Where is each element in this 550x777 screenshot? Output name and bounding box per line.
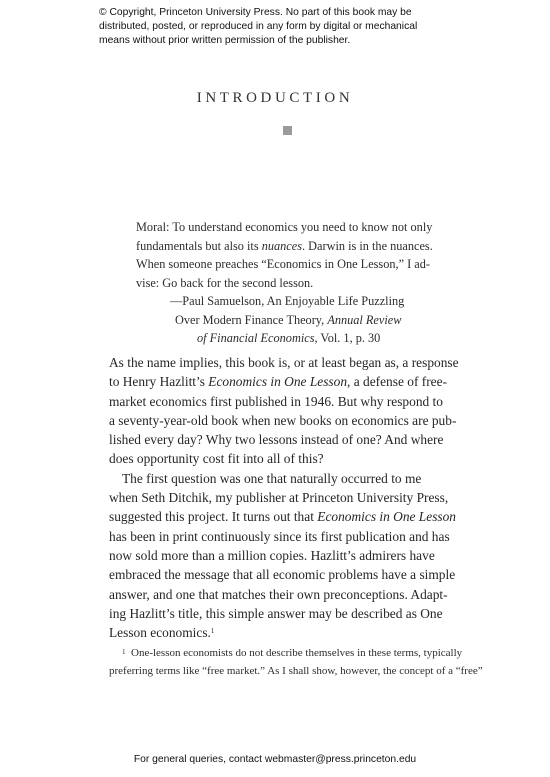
copyright-line: distributed, posted, or reproduced in any form by digital or mechanical (99, 21, 418, 32)
attribution-line (170, 311, 402, 330)
text-line: lished every day? Why two lessons instead of one? And where (109, 432, 444, 448)
text-line: answer, and one that matches their own preconceptions. Adapt- (109, 586, 448, 602)
copyright-line: means without prior written permission of the publisher. (99, 35, 351, 46)
epigraph-line (136, 237, 444, 256)
book-title: Economics in One Lesson (317, 509, 457, 525)
epigraph-attribution (170, 292, 405, 348)
body-text (109, 353, 459, 642)
text-span: , a defense of free- (347, 374, 448, 390)
epigraph-text: . Darwin is in the nuances. (301, 238, 433, 253)
text-line: a seventy-year-old book when new books on economics are pub- (109, 412, 457, 428)
attribution-text: , Vol. 1, p. 30 (314, 331, 381, 345)
text-line: has been in print continuously since its first publication and has (109, 528, 450, 544)
epigraph-line: Moral: To understand economics you need to know not only (136, 220, 433, 234)
epigraph (136, 218, 444, 292)
epigraph-text: fundamentals but also its (136, 238, 262, 253)
footnote-line: preferring terms like “free market.” As I shall show, however, the concept of a “free” (109, 664, 483, 677)
journal-title: of Financial Economics (197, 331, 315, 345)
footnote-number: 1 (122, 648, 126, 656)
square-ornament-icon (283, 126, 292, 135)
footer-contact: For general queries, contact webmaster@press.princeton.edu (133, 754, 417, 765)
text-line: As the name implies, this book is, or at least began as, a response (109, 355, 459, 370)
footnote-line (109, 645, 463, 663)
footnote-text: One-lesson economists do not describe themselves in these terms, typically (131, 647, 463, 659)
copyright-line: © Copyright, Princeton University Press. No part of this book may be (99, 7, 412, 18)
text-line: embraced the message that all economic problems have a simple (109, 567, 456, 583)
paragraph-2 (109, 469, 457, 643)
paragraph-1 (109, 353, 459, 469)
footnote-ref[interactable]: 1 (210, 627, 215, 636)
text-line: The first question was one that naturally occurred to me (122, 470, 422, 486)
epigraph-line: When someone preaches “Economics in One Lesson,” I ad- (136, 257, 430, 271)
text-line: ing Hazlitt’s title, this simple answer may be described as One (109, 605, 443, 621)
attribution-line (170, 329, 380, 348)
text-span: to Henry Hazlitt’s (109, 374, 209, 390)
attribution-text: Over Modern Finance Theory, (175, 312, 328, 327)
footnote (109, 645, 483, 680)
chapter-title: INTRODUCTION (196, 90, 354, 106)
text-line (109, 372, 449, 391)
epigraph-emphasis: nuances (261, 238, 302, 253)
book-title: Economics in One Lesson (208, 374, 348, 390)
text-span: suggested this project. It turns out that (109, 509, 318, 525)
journal-title: Annual Review (327, 312, 402, 327)
text-line: when Seth Ditchik, my publisher at Princeton University Press, (109, 490, 449, 506)
text-span: Lesson economics. (109, 625, 211, 641)
text-line: does opportunity cost fit into all of this? (109, 451, 324, 467)
attribution-line: —Paul Samuelson, An Enjoyable Life Puzzling (170, 294, 405, 308)
text-line: now sold more than a million copies. Hazlitt’s admirers have (109, 547, 435, 563)
text-line (109, 623, 449, 642)
copyright-notice (99, 6, 459, 48)
text-line: market economics first published in 1946. But why respond to (109, 393, 443, 409)
epigraph-line: vise: Go back for the second lesson. (136, 275, 314, 290)
text-line (109, 507, 457, 526)
